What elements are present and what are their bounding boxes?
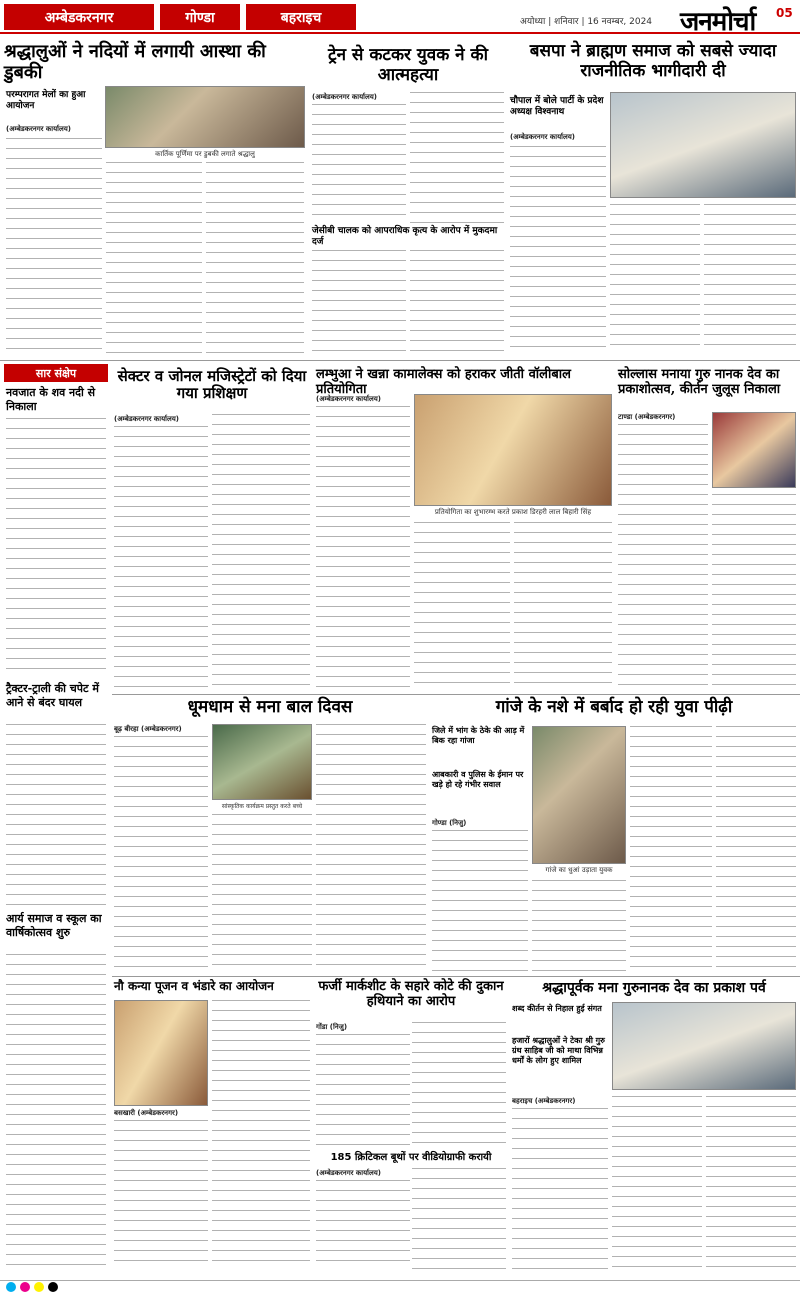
- divider: [0, 360, 800, 361]
- body-s8-col4: [716, 726, 796, 972]
- sidebar-item-1: नवजात के शव नदी से निकाला: [6, 386, 96, 413]
- headline-s9: नौ कन्या पूजन व भंडारे का आयोजन: [114, 979, 274, 993]
- body-s5-col2: [414, 522, 510, 690]
- divider: [112, 694, 800, 695]
- caption-s8: गांजे का धुआं उड़ाता युवक: [545, 866, 613, 874]
- headline-s8: गांजे के नशे में बर्बाद हो रही युवा पीढ़ी: [495, 697, 733, 717]
- byline-s9: बसखारी (अम्बेडकरनगर): [114, 1109, 179, 1117]
- body-s11-col1: [512, 1108, 608, 1270]
- sidebar-body-3: [6, 954, 106, 1270]
- headline-s6: सोल्लास मनाया गुरु नानक देव का प्रकाशोत्सव, कीर्तन जुलूस निकाला: [618, 367, 781, 397]
- byline-s11: बहराइच (अम्बेडकरनगर): [512, 1097, 576, 1105]
- body-s8-col1: [432, 830, 528, 972]
- sub-s1: परम्परागत मेलों का हुआ आयोजन: [6, 90, 86, 112]
- body-s10-col4: [412, 1168, 506, 1270]
- byline-s10: गोंडा (निजु): [316, 1023, 348, 1031]
- body-s7-col1: [114, 736, 208, 972]
- body-s3-col2: [610, 204, 700, 354]
- body-s9-col1: [114, 1120, 208, 1270]
- byline-s3: (अम्बेडकरनगर कार्यालय): [510, 133, 575, 141]
- photo-s6: [712, 412, 796, 488]
- body-s1-col2: [106, 162, 202, 354]
- sidebar-item-2: ट्रैक्टर-ट्राली की चपेट में आने से बंदर घायल: [6, 682, 99, 709]
- body-s2-col4: [410, 250, 504, 354]
- cyan-mark-icon: [6, 1282, 16, 1292]
- photo-s1: [105, 86, 305, 148]
- tab-gonda[interactable]: गोण्डा: [160, 4, 240, 30]
- caption-s7: सांस्कृतिक कार्यक्रम प्रस्तुत करते बच्चे: [221, 803, 303, 810]
- byline-s2: (अम्बेडकरनगर कार्यालय): [312, 93, 377, 101]
- tab-bahraich[interactable]: बहराइच: [246, 4, 356, 30]
- byline-s5: (अम्बेडकरनगर कार्यालय): [316, 395, 381, 403]
- body-s10-col3: [316, 1180, 410, 1270]
- sidebar-label: सार संक्षेप: [4, 364, 108, 382]
- headline-s10: फर्जी मार्कशीट के सहारे कोटे की दुकान हथियाने का आरोप: [318, 979, 504, 1009]
- byline-s8: गोण्डा (निजु): [432, 819, 467, 827]
- tab-ambedkarnagar[interactable]: अम्बेडकरनगर: [4, 4, 154, 30]
- caption-s1: कार्तिक पूर्णिमा पर डुबकी लगाते श्रद्धालु: [155, 150, 255, 158]
- sub-s10: 185 क्रिटिकल बूथों पर वीडियोग्राफी करायी: [330, 1152, 492, 1163]
- sub2-s11: हजारों श्रद्धालुओं ने टेका श्री गुरु ग्रंथ साहिब जी को माथा विभिन्न धर्मों के लोग हुए शामिल: [512, 1036, 605, 1065]
- byline-s4: (अम्बेडकरनगर कार्यालय): [114, 415, 179, 423]
- sidebar-body-1: [6, 418, 106, 676]
- body-s1-col1: [6, 138, 102, 354]
- body-s10-col1: [316, 1034, 410, 1146]
- body-s4-col1: [114, 426, 208, 690]
- body-s4-col2: [212, 414, 310, 690]
- headline-s3: बसपा ने ब्राह्मण समाज को सबसे ज्यादा राजनीतिक भागीदारी दी: [529, 41, 777, 81]
- byline-s7: बूढ़ बीरहा (अम्बेडकरनगर): [114, 725, 182, 733]
- body-s3-col1: [510, 146, 606, 354]
- print-strip: [0, 1280, 800, 1294]
- body-s6-col1: [618, 424, 708, 690]
- byline2-s10: (अम्बेडकरनगर कार्यालय): [316, 1169, 381, 1177]
- headline-s2: ट्रेन से कटकर युवक ने की आत्महत्या: [328, 45, 488, 85]
- newspaper-brand: जनमोर्चा: [680, 7, 756, 37]
- headline-s11: श्रद्धापूर्वक मना गुरुनानक देव का प्रकाश पर्व: [542, 980, 766, 996]
- photo-s7: [212, 724, 312, 800]
- headline-s5: लम्भुआ ने खन्ना कामालेक्स को हराकर जीती वॉलीबाल प्रतियोगिता: [316, 367, 571, 397]
- body-s7-col3: [316, 724, 426, 972]
- magenta-mark-icon: [20, 1282, 30, 1292]
- headline-s1: श्रद्धालुओं ने नदियों में लगायी आस्था की डुबकी: [4, 41, 266, 83]
- sub2-s8: आबकारी व पुलिस के ईमान पर खड़े हो रहे गंभीर सवाल: [432, 770, 524, 789]
- photo-s3: [610, 92, 796, 198]
- body-s5-col3: [514, 522, 612, 690]
- body-s9-col2: [212, 1000, 310, 1270]
- photo-s8: [532, 726, 626, 864]
- body-s1-col3: [206, 162, 304, 354]
- sidebar-body-2: [6, 724, 106, 906]
- body-s5-col1: [316, 406, 410, 690]
- body-s7-col2: [212, 814, 312, 972]
- headline-s7: धूमधाम से मना बाल दिवस: [187, 697, 353, 717]
- body-s2-col2: [410, 92, 504, 224]
- body-s3-col3: [704, 204, 796, 354]
- body-s11-col2: [612, 1096, 702, 1270]
- byline-s6: टाण्डा (अम्बेडकरनगर): [618, 413, 676, 421]
- sub1-s8: जिले में भांग के ठेके की आड़ में बिक रहा गांजा: [432, 726, 525, 745]
- yellow-mark-icon: [34, 1282, 44, 1292]
- body-s8-col2: [532, 880, 626, 972]
- divider: [112, 976, 800, 977]
- body-s2-col1: [312, 104, 406, 224]
- photo-s5: [414, 394, 612, 506]
- headline-s4: सेक्टर व जोनल मजिस्ट्रेटों को दिया गया प्रशिक्षण: [117, 367, 307, 403]
- page-number: 05: [776, 6, 793, 20]
- body-s11-col3: [706, 1096, 796, 1270]
- sub-s2: जेसीबी चालक को आपराधिक कृत्य के आरोप में मुकदमा दर्ज: [312, 226, 498, 247]
- sub-s3: चौपाल में बोले पार्टी के प्रदेश अध्यक्ष विश्वनाथ: [510, 96, 604, 118]
- photo-s11: [612, 1002, 796, 1090]
- byline-s1: (अम्बेडकरनगर कार्यालय): [6, 125, 71, 133]
- sub1-s11: शब्द कीर्तन से निहाल हुई संगत: [512, 1004, 602, 1013]
- dateline: अयोध्या | शनिवार | 16 नवम्बर, 2024: [520, 17, 653, 27]
- sidebar-item-3: आर्य समाज व स्कूल का वार्षिकोत्सव शुरु: [6, 912, 102, 939]
- black-mark-icon: [48, 1282, 58, 1292]
- body-s6-col2: [712, 494, 796, 690]
- body-s2-col3: [312, 250, 406, 354]
- photo-s9: [114, 1000, 208, 1106]
- caption-s5: प्रतियोगिता का शुभारम्भ करते प्रकाश डिरहरी लाल बिहारी सिंह: [434, 508, 592, 516]
- body-s10-col2: [412, 1022, 506, 1146]
- body-s8-col3: [630, 726, 712, 972]
